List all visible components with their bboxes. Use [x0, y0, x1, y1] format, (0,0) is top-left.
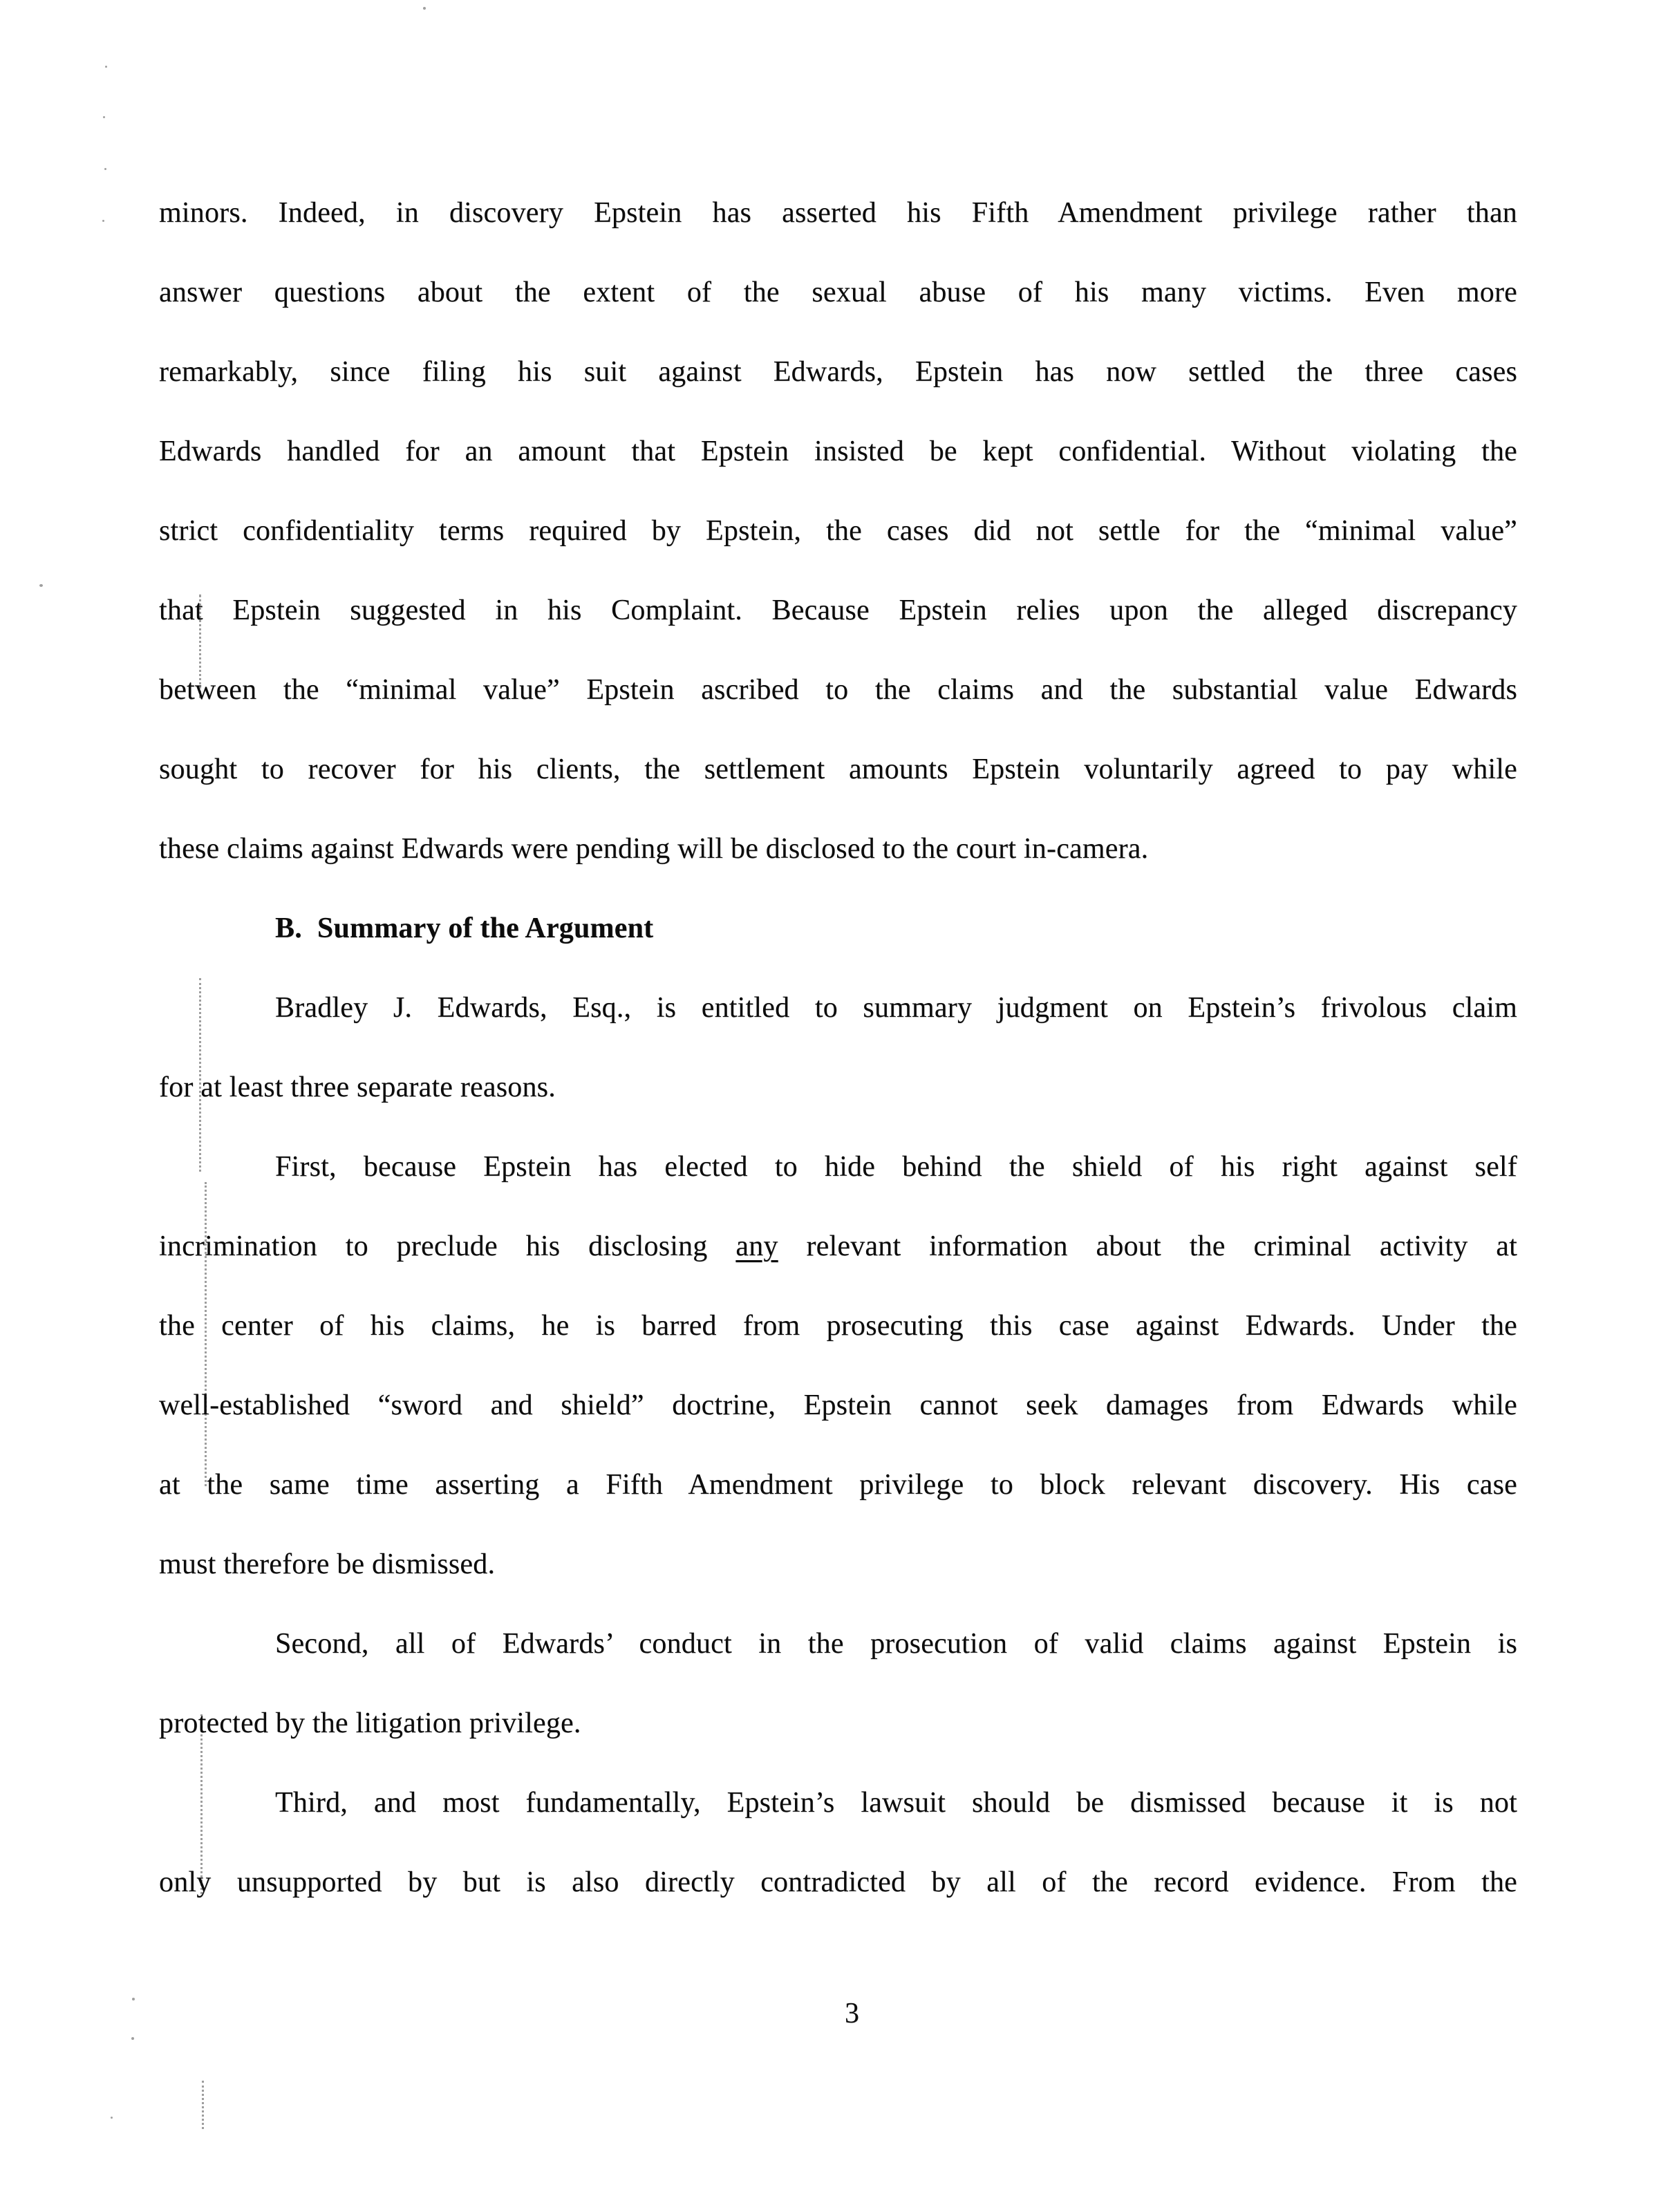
- text-line: Second, all of Edwards’ conduct in the prosecution of valid claims against Epstein is: [275, 1628, 1517, 1660]
- text-line: the center of his claims, he is barred from prosecuting this case against Edwards. Under the: [159, 1310, 1517, 1342]
- paragraph-continued-from-previous-page: [159, 174, 1517, 889]
- scan-artifact-dot: [132, 1998, 135, 2000]
- text-segment: relevant information about the criminal activity at: [778, 1230, 1517, 1262]
- text-line: for at least three separate reasons.: [159, 1071, 556, 1103]
- scan-artifact-fold-line: [199, 978, 201, 1172]
- paragraph-summary-intro: [159, 968, 1517, 1127]
- text-line: Edwards handled for an amount that Epstein insisted be kept confidential. Without violating the: [159, 435, 1517, 467]
- text-line: Third, and most fundamentally, Epstein’s lawsuit should be dismissed because it is not: [275, 1787, 1517, 1819]
- text-line: between the “minimal value” Epstein ascribed to the claims and the substantial value Edwards: [159, 674, 1517, 706]
- heading-title: Summary of the Argument: [317, 912, 654, 944]
- text-line: protected by the litigation privilege.: [159, 1707, 581, 1739]
- text-line: at the same time asserting a Fifth Amendment privilege to block relevant discovery. His case: [159, 1469, 1517, 1501]
- text-segment: incrimination to preclude his disclosing: [159, 1230, 736, 1262]
- text-line: that Epstein suggested in his Complaint. Because Epstein relies upon the alleged discrepancy: [159, 594, 1517, 626]
- text-line: strict confidentiality terms required by Epstein, the cases did not settle for the “minimal value”: [159, 515, 1517, 547]
- scan-artifact-dot: [103, 116, 105, 118]
- text-line: only unsupported by but is also directly contradicted by all of the record evidence. From the: [159, 1866, 1517, 1898]
- text-line: well-established “sword and shield” doctrine, Epstein cannot seek damages from Edwards while: [159, 1389, 1517, 1421]
- scan-artifact-dot: [39, 584, 43, 587]
- paragraph-second-reason: [159, 1604, 1517, 1763]
- text-line: answer questions about the extent of the sexual abuse of his many victims. Even more: [159, 276, 1517, 308]
- scan-artifact-fold-line: [202, 2081, 204, 2129]
- paragraph-third-reason: [159, 1763, 1517, 1922]
- scan-artifact-fold-line: [199, 594, 201, 698]
- body-text: [159, 174, 1517, 1922]
- scan-artifact-dot: [423, 7, 426, 10]
- text-line: sought to recover for his clients, the settlement amounts Epstein voluntarily agreed to pay while: [159, 753, 1517, 785]
- scan-artifact-dot: [102, 220, 104, 222]
- text-line: [159, 1207, 1517, 1286]
- section-heading-summary-of-argument: [159, 889, 1517, 968]
- text-line: Bradley J. Edwards, Esq., is entitled to summary judgment on Epstein’s frivolous claim: [275, 992, 1517, 1024]
- underlined-word: any: [735, 1230, 778, 1262]
- text-line: must therefore be dismissed.: [159, 1548, 496, 1580]
- heading-number: B.: [275, 912, 302, 944]
- scan-artifact-fold-line: [205, 1182, 207, 1486]
- scan-artifact-fold-line: [200, 1714, 203, 1894]
- scan-artifact-dot: [131, 2037, 134, 2040]
- text-line: remarkably, since filing his suit against Edwards, Epstein has now settled the three cases: [159, 356, 1517, 388]
- text-line: minors. Indeed, in discovery Epstein has asserted his Fifth Amendment privilege rather than: [159, 197, 1517, 229]
- scan-artifact-dot: [105, 66, 107, 68]
- paragraph-first-reason: [159, 1127, 1517, 1604]
- text-line: these claims against Edwards were pending will be disclosed to the court in-camera.: [159, 833, 1149, 865]
- scan-artifact-dot: [111, 2117, 113, 2119]
- page-number: 3: [845, 1998, 859, 2030]
- text-line: First, because Epstein has elected to hide behind the shield of his right against self: [275, 1151, 1517, 1183]
- scan-artifact-dot: [104, 168, 106, 170]
